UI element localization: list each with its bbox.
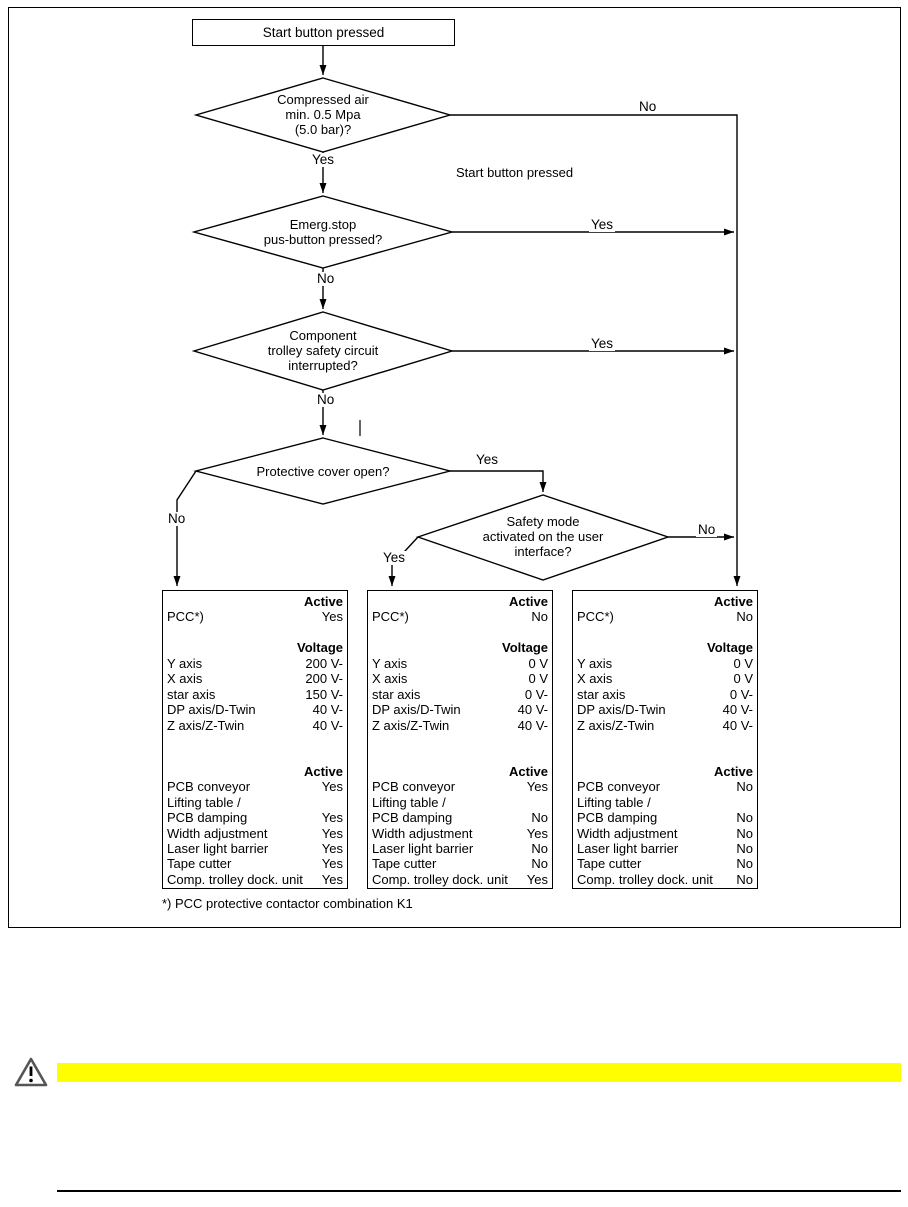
table-row [577,795,753,810]
row-label: PCC*) [372,609,409,625]
row-label: DP axis/D-Twin [372,702,461,718]
branch-label-yes: Yes [591,217,614,232]
row-value: No [531,810,548,826]
table-row [372,779,548,794]
table-row [167,718,343,733]
table-row [372,687,548,702]
table-row [577,594,753,609]
table-row [372,748,548,763]
connector-d4-yes [450,471,543,492]
row-value: Yes [526,825,548,841]
row-label: Laser light barrier [577,841,679,856]
row-label: Width adjustment [372,825,473,841]
table-row [577,609,753,624]
row-value: Yes [321,609,343,625]
table-row [577,841,753,856]
row-label: DP axis/D-Twin [167,702,256,718]
table-row [577,856,753,871]
row-value: Yes [321,779,343,795]
table-row [167,733,343,748]
table-row [577,872,753,887]
row-value: Yes [526,871,548,887]
table-row [372,656,548,671]
table-row [577,733,753,748]
branch-label-yes: Yes [383,550,406,565]
table-row [167,795,343,810]
row-label: Z axis/Z-Twin [167,717,245,733]
row-value: No [531,841,548,856]
row-label: star axis [372,686,421,702]
table-row [577,748,753,763]
row-label: Lifting table / [372,794,446,810]
row-value: 40 V- [312,717,343,733]
row-value: 200 V- [305,671,343,687]
branch-label-no: No [317,271,335,286]
table-row [372,764,548,779]
table-row [167,779,343,794]
row-label: Laser light barrier [167,841,269,856]
row-label: PCB conveyor [372,779,456,795]
table-row [167,671,343,686]
row-value: Active [303,594,343,609]
row-label: PCB conveyor [167,779,251,795]
table-row [372,625,548,640]
table-row [577,671,753,686]
table-row [372,826,548,841]
row-value: 200 V- [305,655,343,671]
row-label: Comp. trolley dock. unit [372,871,508,887]
row-label: Tape cutter [577,856,642,872]
footnote: *) PCC protective contactor combination K1 [162,896,413,911]
row-label: X axis [372,671,408,687]
row-value: No [736,841,753,856]
row-label: Y axis [167,655,203,671]
row-value: No [736,779,753,795]
row-label: star axis [167,686,216,702]
row-value: Active [303,763,343,779]
warning-icon [13,1056,49,1088]
table-row [577,826,753,841]
decision-label-protective-cover: Protective cover open? [256,464,390,479]
branch-label-no: No [168,511,186,526]
row-label: star axis [577,686,626,702]
row-value: Voltage [707,640,753,656]
highlight-bar [57,1063,901,1082]
row-value: No [736,825,753,841]
row-label: Y axis [372,655,408,671]
row-value: 0 V [528,655,548,671]
branch-label-yes: Yes [476,452,499,467]
row-value: 0 V- [729,686,753,702]
row-label: Lifting table / [577,794,651,810]
table-row [167,748,343,763]
row-value: 40 V- [517,717,548,733]
branch-label-no: No [639,99,657,114]
row-value: No [531,856,548,872]
row-label: Lifting table / [167,794,241,810]
table-row [372,718,548,733]
row-value: Active [713,763,753,779]
row-value: Yes [321,856,343,872]
free-label-start-button: Start button pressed [456,165,574,180]
state-table-2 [367,590,553,889]
decision-label-compressed-air: Compressed air min. 0.5 Mpa (5.0 bar)? [277,92,369,137]
branch-label-yes: Yes [312,152,335,167]
table-row [577,640,753,655]
table-row [372,795,548,810]
row-value: No [736,871,753,887]
table-row [372,872,548,887]
row-value: 40 V- [722,702,753,718]
table-row [372,594,548,609]
table-row [372,671,548,686]
table-row [167,640,343,655]
table-row [167,656,343,671]
connector-d4-no-to-table1 [177,471,196,586]
decision-label-trolley-circuit: Component trolley safety circuit interrupted? [267,328,379,373]
row-value: No [736,856,753,872]
row-value: Yes [321,810,343,826]
row-value: 0 V [733,655,753,671]
table-row [167,702,343,717]
table-row [167,810,343,825]
table-row [372,609,548,624]
row-value: Voltage [502,640,548,656]
decision-label-safety-mode: Safety mode activated on the user interface? [482,514,604,559]
row-label: Laser light barrier [372,841,474,856]
row-label: Comp. trolley dock. unit [577,871,713,887]
table-row [577,625,753,640]
row-value: 40 V- [722,717,753,733]
row-label: Z axis/Z-Twin [372,717,450,733]
table-row [167,841,343,856]
table-row [167,872,343,887]
branch-label-no: No [317,392,335,407]
row-label: PCC*) [167,609,204,625]
row-value: Active [508,763,548,779]
row-label: PCC*) [577,609,614,625]
row-label: Z axis/Z-Twin [577,717,655,733]
row-value: 150 V- [305,686,343,702]
row-label: DP axis/D-Twin [577,702,666,718]
row-value: No [531,609,548,625]
row-label: PCB conveyor [577,779,661,795]
row-label: PCB damping [577,810,658,826]
row-value: Active [713,594,753,609]
table-row [372,702,548,717]
table-row [577,779,753,794]
table-row [167,609,343,624]
row-label: Width adjustment [167,825,268,841]
table-row [372,856,548,871]
table-row [167,826,343,841]
table-row [167,764,343,779]
row-value: No [736,810,753,826]
row-value: Yes [321,841,343,856]
start-node: Start button pressed [192,19,455,46]
row-label: PCB damping [372,810,453,826]
row-label: Width adjustment [577,825,678,841]
row-value: Yes [321,871,343,887]
row-value: 0 V [733,671,753,687]
table-row [372,640,548,655]
row-value: Active [508,594,548,609]
table-row [577,718,753,733]
table-row [577,702,753,717]
branch-label-yes: Yes [591,336,614,351]
branch-label-no: No [698,522,716,537]
row-value: Voltage [297,640,343,656]
row-label: X axis [167,671,203,687]
row-value: 0 V- [524,686,548,702]
row-label: X axis [577,671,613,687]
state-table-3 [572,590,758,889]
table-row [372,841,548,856]
table-row [167,687,343,702]
table-row [167,594,343,609]
row-value: 40 V- [517,702,548,718]
table-row [167,856,343,871]
table-row [577,764,753,779]
row-label: Tape cutter [167,856,232,872]
table-row [577,656,753,671]
row-label: PCB damping [167,810,248,826]
decision-label-emergency-stop: Emerg.stop pus-button pressed? [263,217,383,247]
row-value: No [736,609,753,625]
table-row [577,810,753,825]
footer-rule [57,1190,901,1192]
table-row [372,733,548,748]
table-row [167,625,343,640]
row-label: Y axis [577,655,613,671]
table-row [372,810,548,825]
state-table-1 [162,590,348,889]
row-label: Comp. trolley dock. unit [167,871,303,887]
row-value: Yes [526,779,548,795]
table-row [577,687,753,702]
row-value: 0 V [528,671,548,687]
row-value: 40 V- [312,702,343,718]
row-label: Tape cutter [372,856,437,872]
row-value: Yes [321,825,343,841]
